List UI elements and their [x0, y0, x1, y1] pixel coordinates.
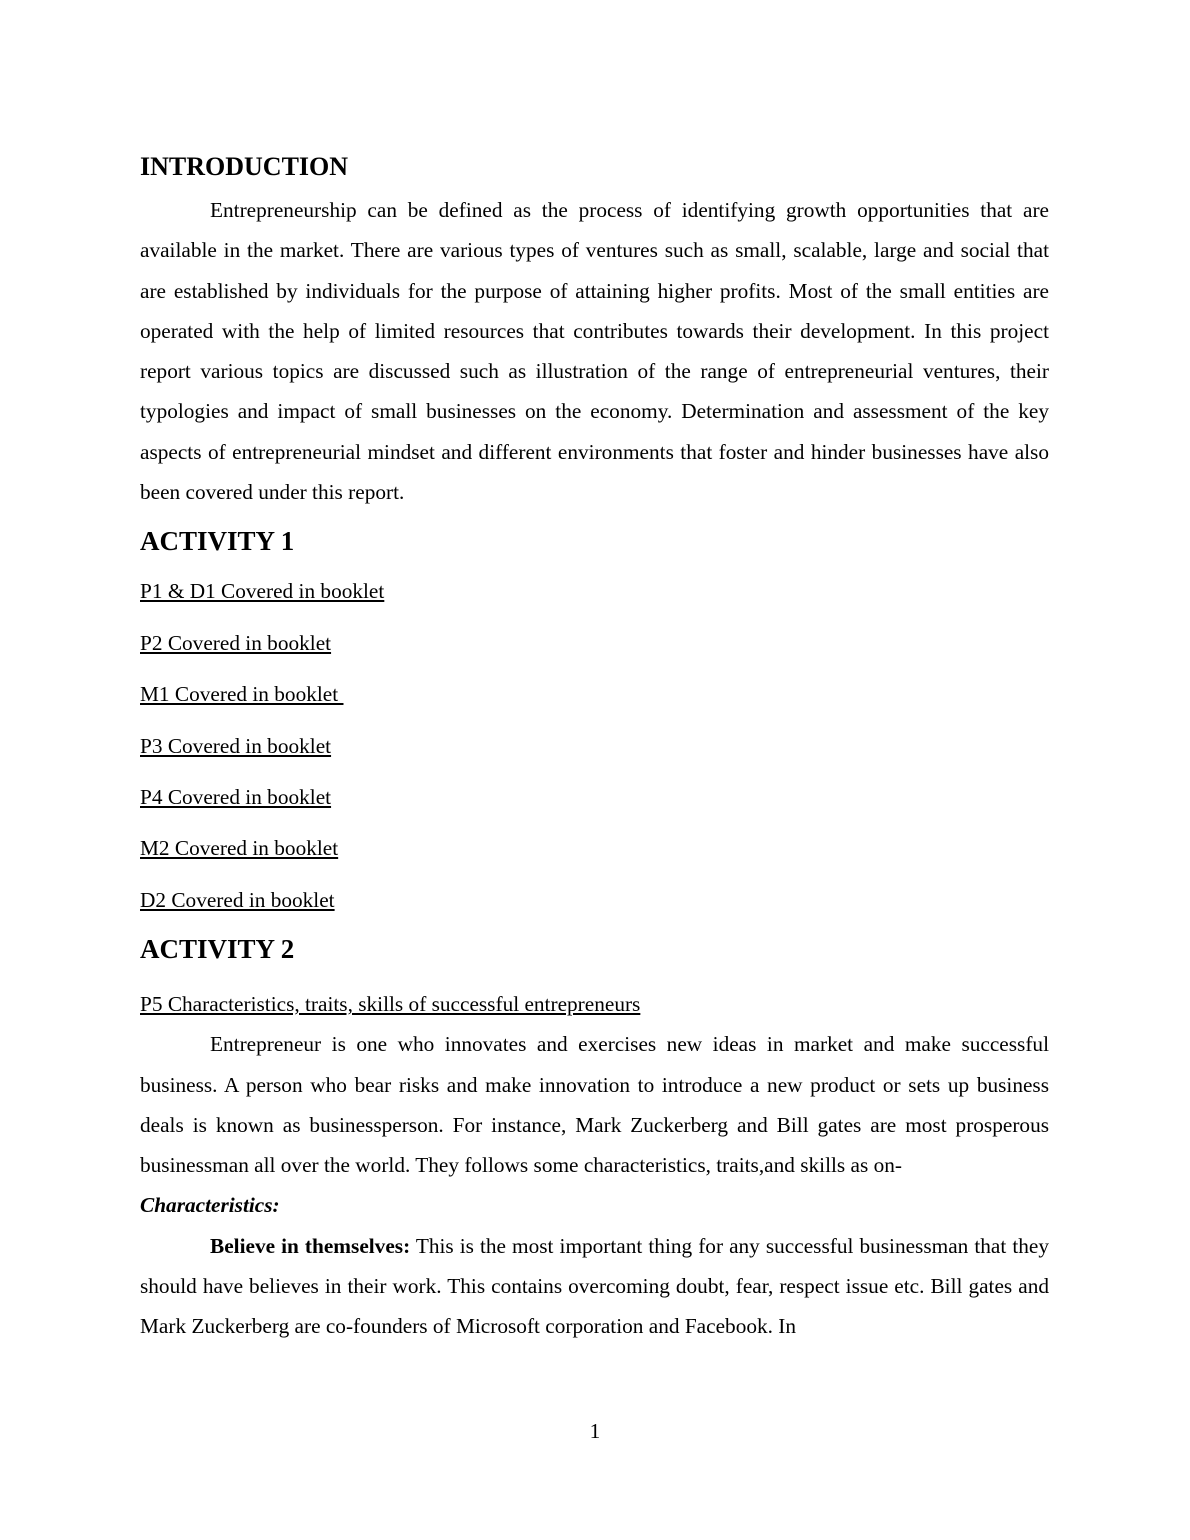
activity1-item[interactable]: D2 Covered in booklet: [140, 887, 335, 912]
activity2-heading: ACTIVITY 2: [140, 934, 295, 965]
activity1-heading: ACTIVITY 1: [140, 526, 295, 557]
intro-paragraph: Entrepreneurship can be defined as the process of identifying growth opportunities that are available in the market. There are various types of ventures such as small, scalable, large and social that are established by individuals for the purpose of attaining higher profits. Most of the small entities are operated with the help of limited resources that contributes towards their development. In this project report various topics are discussed such as illustration of the range of entrepreneurial ventures, their typologies and impact of small businesses on the economy. Determination and assessment of the key aspects of entrepreneurial mindset and different environments that foster and hinder businesses have also been covered under this report.: [140, 198, 1049, 505]
believe-text: This is the most important thing for any successful businessman that they should have believes in their work. This contains overcoming doubt, fear, respect issue etc. Bill gates and Mark Zuckerberg are co-founders of Microsoft corporation and Facebook. In: [140, 1233, 1049, 1339]
activity1-item[interactable]: P2 Covered in booklet: [140, 630, 332, 655]
activity2-subtitle[interactable]: P5 Characteristics, traits, skills of successful entrepreneurs: [140, 992, 641, 1017]
activity2-paragraph: Entrepreneur is one who innovates and exercises new ideas in market and make successful business. A person who bear risks and make innovation to introduce a new product or sets up business deals is known as businessperson. For instance, Mark Zuckerberg and Bill gates are most prosperous businessman all over the world. They follows some characteristics, traits,and skills as on-: [140, 1032, 1049, 1178]
activity1-item[interactable]: M1 Covered in booklet: [140, 682, 344, 707]
believe-paragraph: [140, 1226, 1049, 1347]
page-number: 1: [589, 1419, 601, 1443]
activity1-item[interactable]: M2 Covered in booklet: [140, 836, 339, 861]
activity1-list: [140, 566, 1049, 926]
activity1-item[interactable]: P3 Covered in booklet: [140, 733, 332, 758]
activity1-item[interactable]: P4 Covered in booklet: [140, 785, 332, 809]
document-page: [140, 148, 1049, 1347]
intro-heading: INTRODUCTION: [140, 152, 349, 181]
activity1-item[interactable]: P1 & D1 Covered in booklet: [140, 579, 385, 604]
characteristics-heading: Characteristics:: [140, 1193, 280, 1218]
believe-lead: Believe in themselves:: [210, 1233, 411, 1258]
